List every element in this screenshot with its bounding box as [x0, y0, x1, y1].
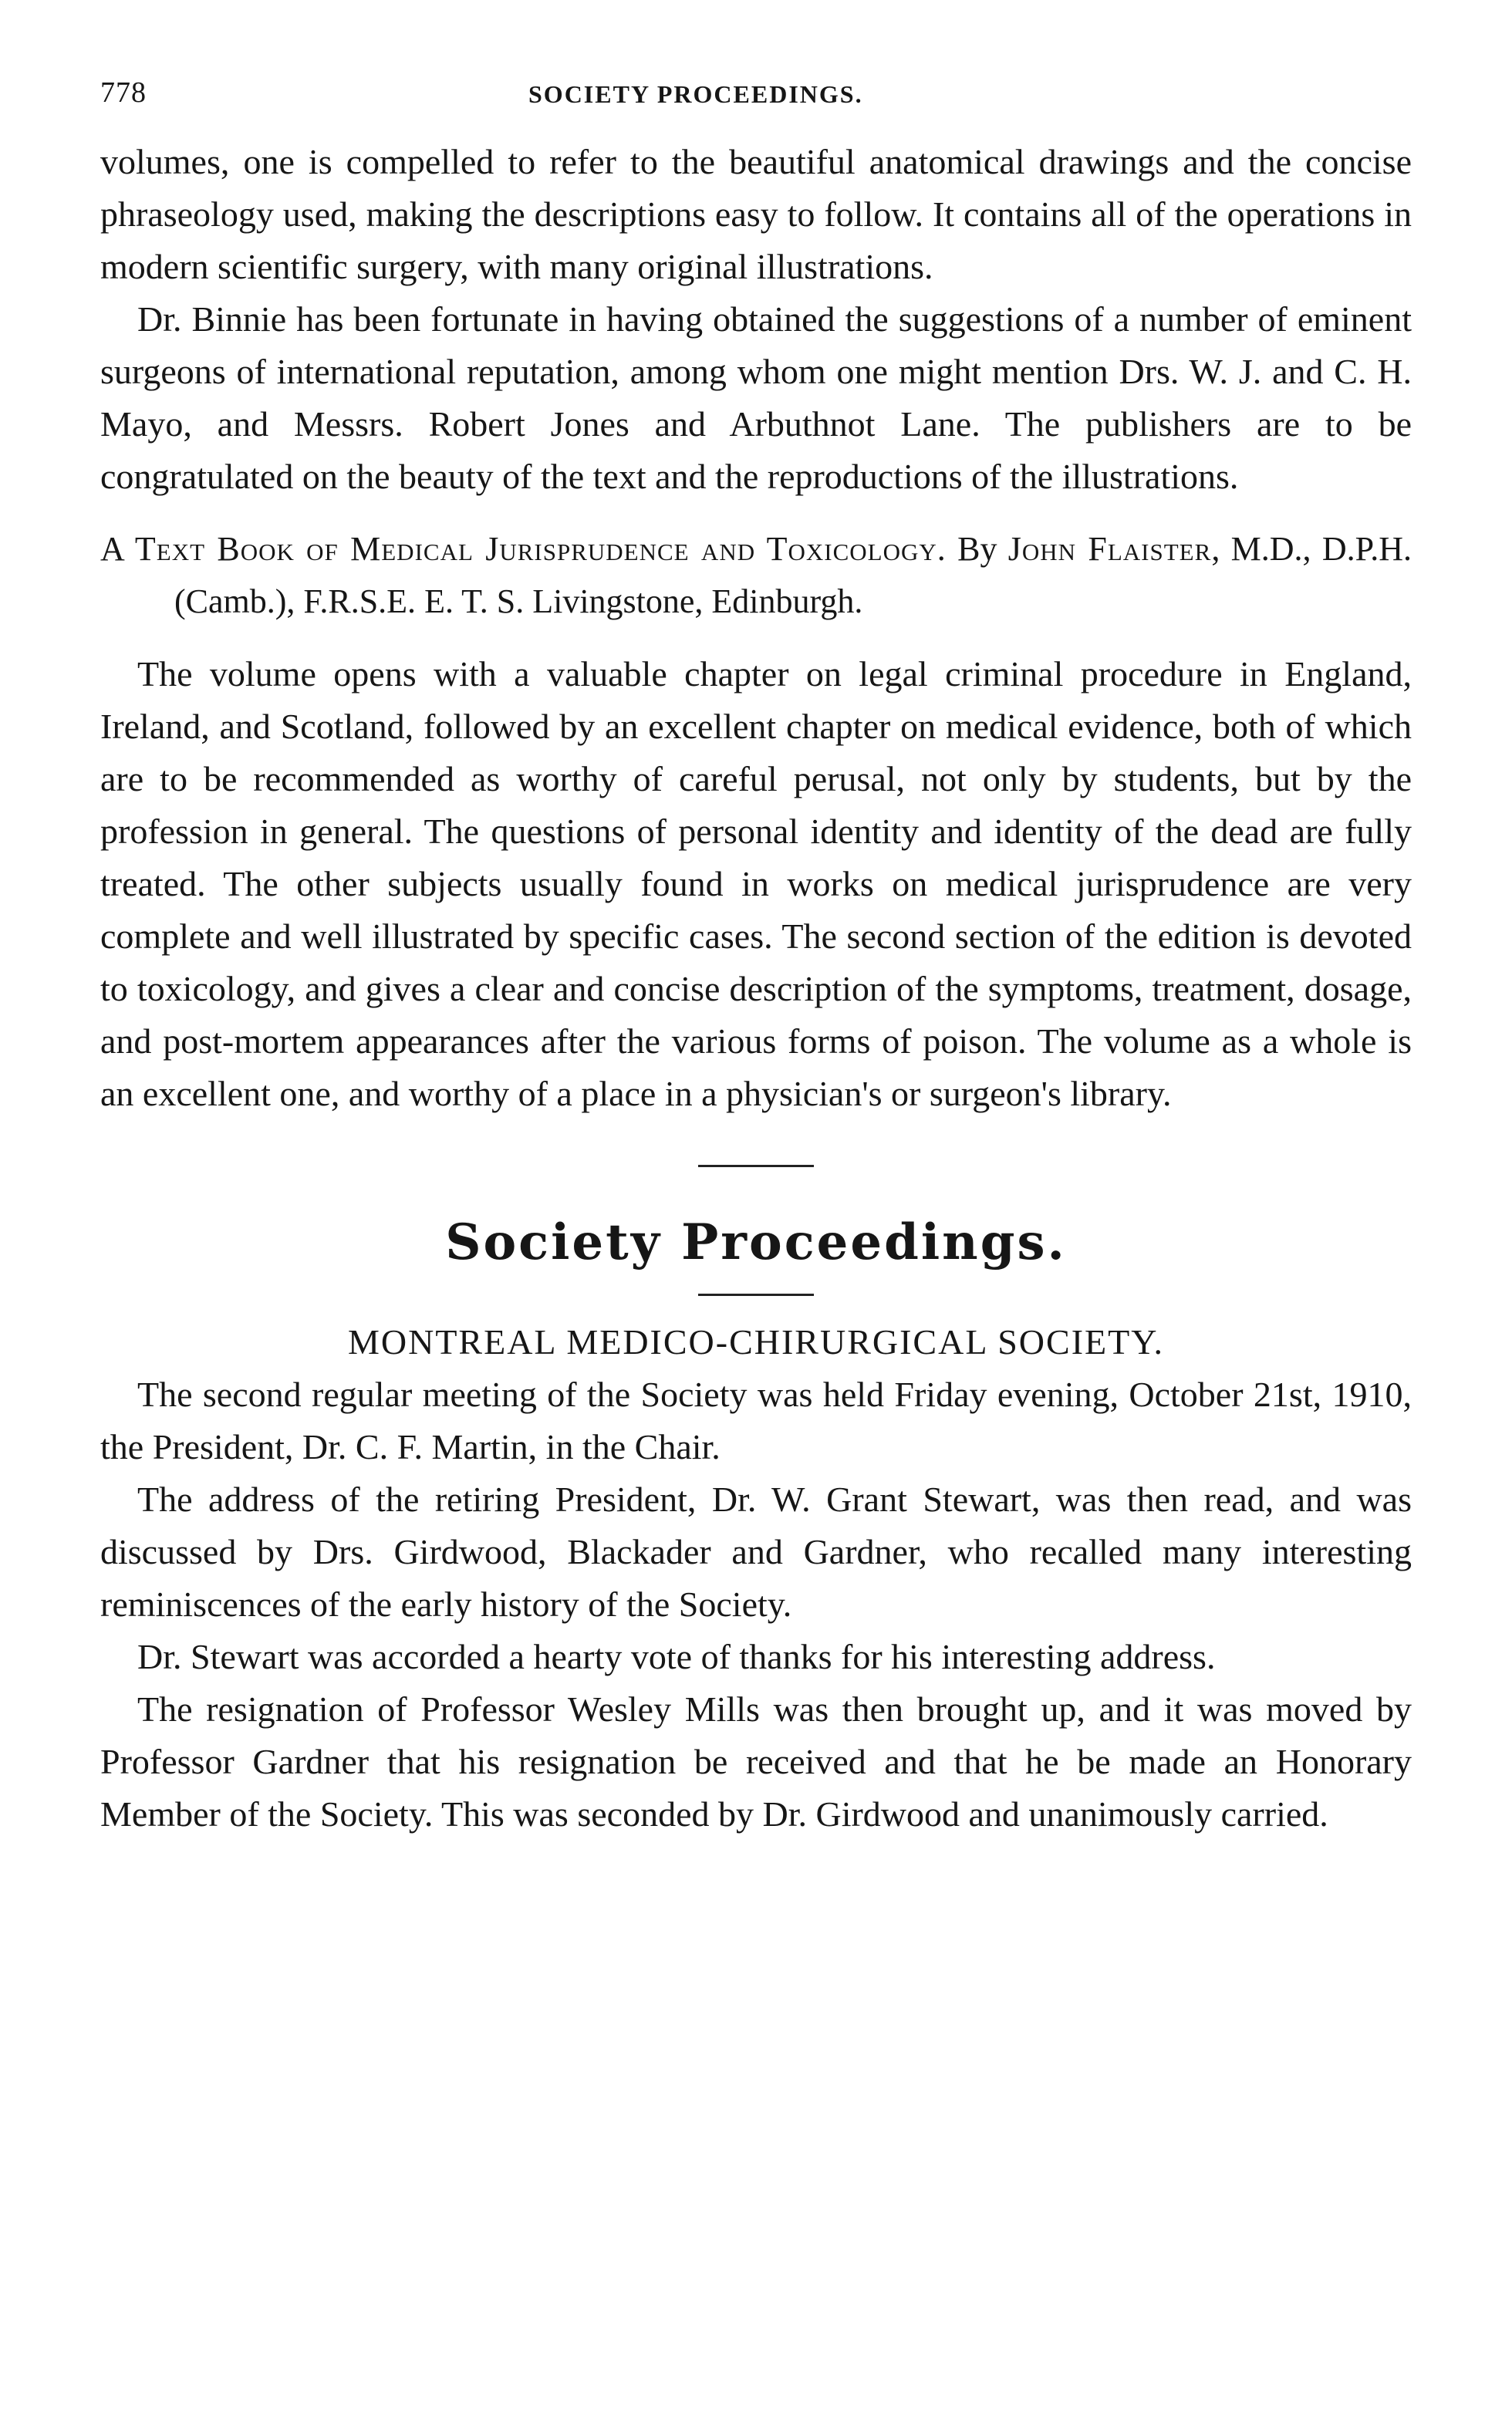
society-name: MONTREAL MEDICO-CHIRURGICAL SOCIETY. [347, 1322, 1164, 1362]
proceedings-paragraph-3: Dr. Stewart was accorded a hearty vote of thanks for his interesting address. [137, 1637, 1216, 1676]
running-head [100, 62, 1412, 116]
book-review-paragraph: The volume opens with a valuable chapter on legal criminal procedure in England, Ireland, and Scotland, followed by an excellent chapter on medical evidence, both of which are to be recommended as worthy of careful perusal, not only by students, but by the profession in general. The questions of personal identity and identity of the dead are fully treated. The other subjects usually found in works on medical jurisprudence are very complete and well illustrated by specific cases. The second section of the edition is devoted to toxicology, and gives a clear and concise description of the symptoms, treatment, dosage, and post-mortem appearances after the various forms of poison. The volume as a whole is an excellent one, and worthy of a place in a physician's or surgeon's library. [100, 654, 1412, 1113]
running-title: SOCIETY PROCEEDINGS. [528, 80, 863, 108]
book-title: A Text Book of Medical Jurisprudence and Toxicology. [100, 530, 947, 568]
section-divider-rule [698, 1165, 814, 1167]
review-continuation-paragraph-1: volumes, one is compelled to refer to the beautiful anatomical drawings and the concise phraseology used, making the descriptions easy to follow. It contains all of the operations in modern scientific surgery, with many original illustrations. [100, 142, 1412, 286]
book-author: John Flaister [1007, 530, 1212, 568]
book-publisher: E. T. S. Livingstone, Edinburgh. [424, 582, 863, 620]
review-continuation-paragraph-2: Dr. Binnie has been fortunate in having obtained the suggestions of a number of eminent surgeons of international reputation, among whom one might mention Drs. W. J. and C. H. Mayo, and Messrs. Robert Jones and Arbuthnot Lane. The publishers are to be congratulated on the beauty of the text and the reproductions of the illustrations. [100, 299, 1412, 496]
book-by: By [957, 530, 997, 568]
page [100, 62, 1412, 1841]
page-number: 778 [100, 76, 147, 109]
book-author-credentials: , M.D., D.P.H. (Camb.), F.R.S.E. [174, 530, 1412, 620]
proceedings-paragraph-2: The address of the retiring President, Dr. W. Grant Stewart, was then read, and was discussed by Drs. Girdwood, Blackader and Gardner, who recalled many interesting reminiscences of the early history of the Society. [100, 1480, 1412, 1624]
section-title: Society Proceedings. [445, 1213, 1067, 1271]
book-entry-citation [100, 523, 1412, 628]
section-title-underline [698, 1294, 814, 1296]
proceedings-paragraph-1: The second regular meeting of the Society was held Friday evening, October 21st, 1910, the President, Dr. C. F. Martin, in the Chair. [100, 1375, 1412, 1466]
proceedings-paragraph-4: The resignation of Professor Wesley Mills was then brought up, and it was moved by Professor Gardner that his resignation be received and that he be made an Honorary Member of the Society. This was seconded by Dr. Girdwood and unanimously carried. [100, 1689, 1412, 1834]
